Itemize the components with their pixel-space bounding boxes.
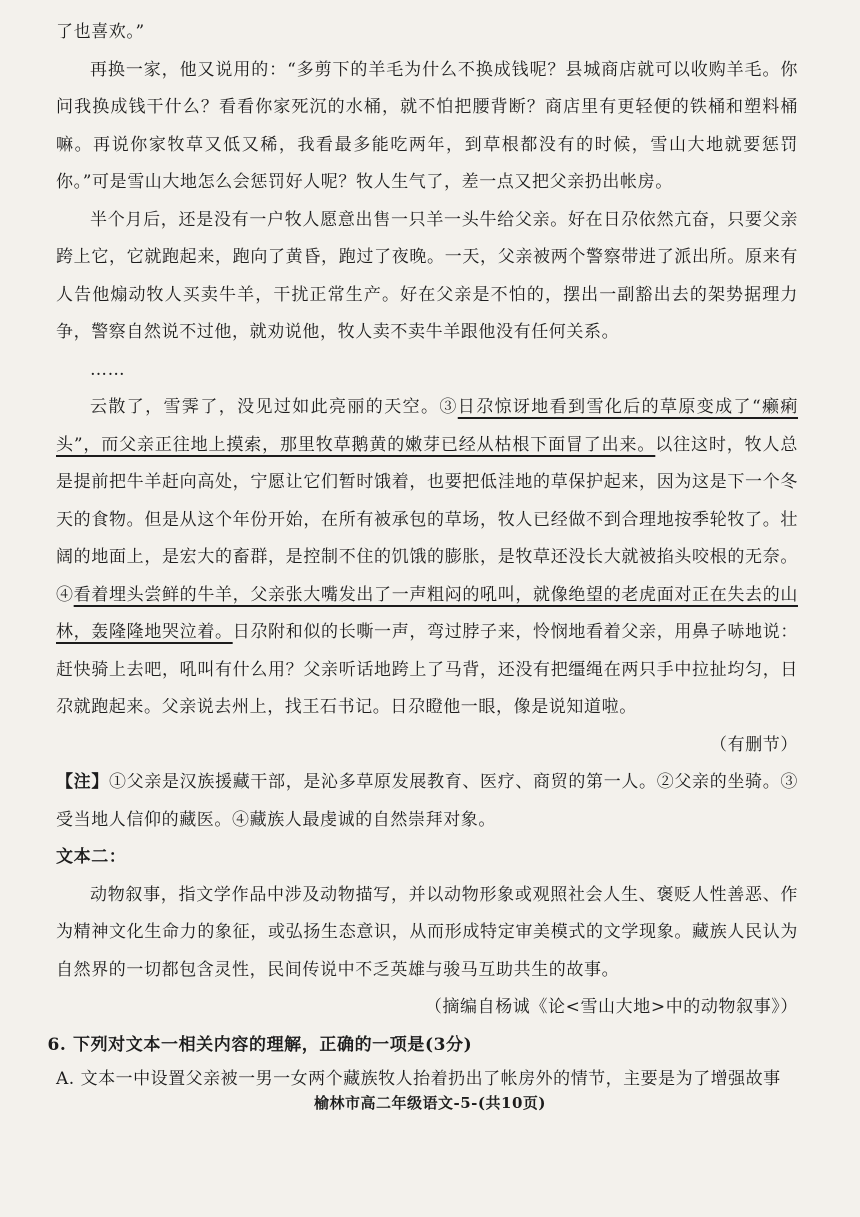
underlined-sentence-4: 看着埋头尝鲜的牛羊，父亲张大嘴发出了一声粗闷的吼叫，就像绝望的老虎面对正在失去的山林，轰隆隆地哭泣着。 [56,584,798,642]
paragraph-snow-clear [56,389,798,727]
option-a: A. 文本一中设置父亲被一男一女两个藏族牧人抬着扔出了帐房外的情节，主要是为了增强故事 [56,1069,781,1089]
paragraph-snow-clear-start: 云散了，雪霁了，没见过如此亮丽的天空。③ [90,397,458,417]
note-text: ①父亲是汉族援藏干部，是沁多草原发展教育、医疗、商贸的第一人。②父亲的坐骑。③受当地人信仰的藏医。④藏族人最虔诚的自然崇拜对象。 [56,772,798,830]
paragraph-continuation: 了也喜欢。” [56,22,145,42]
text-two-heading: 文本二： [56,847,127,867]
source-citation: （摘编自杨诚《论<雪山大地>中的动物叙事》） [424,997,798,1017]
passage-text-one [47,14,799,1094]
page-footer: 榆林市高二年级语文-5-(共10页) [314,1094,546,1112]
ellipsis: …… [90,359,126,380]
paragraph-snow-clear-end: 日尕附和似的长嘶一声，弯过脖子来，怜悯地看着父亲，用鼻子哧地说：赶快骑上去吧，吼叫有什么用？父亲听话地跨上了马背，还没有把缰绳在两只手中拉扯均匀，日尕就跑起来。父亲说去州上，找王石书记。日尕瞪他一眼，像是说知道啦。 [56,622,799,717]
paragraph-wool-exchange: 再换一家，他又说用的：“多剪下的羊毛为什么不换成钱呢？县城商店就可以收购羊毛。你问我换成钱干什么？看看你家死沉的水桶，就不怕把腰背断？商店里有更轻便的铁桶和塑料桶嘛。再说你家牧草又低又稀，我看最多能吃两年，到草根都没有的时候，雪山大地就要惩罚你。”可是雪山大地怎么会惩罚好人呢？牧人生气了，差一点又把父亲扔出帐房。 [56,59,798,192]
text-two-body: 动物叙事，指文学作品中涉及动物描写，并以动物形象或观照社会人生、褒贬人性善恶、作为精神文化生命力的象征，或弘扬生态意识，从而形成特定审美模式的文学现象。藏族人民认为自然界的一切都包含灵性，民间传说中不乏英雄与骏马互助共生的故事。 [56,884,798,980]
underlined-sentence-3: 日尕惊讶地看到雪化后的草原变成了“癞痢头”，而父亲正往地上摸索，那里牧草鹅黄的嫩芽已经从枯根下面冒了出来。 [56,397,799,455]
paragraph-snow-clear-middle: 以往这时，牧人总是提前把牛羊赶向高处，宁愿让它们暂时饿着，也要把低洼地的草保护起来，因为这是下一个冬天的食物。但是从这个年份开始，在所有被承包的草场，牧人已经做不到合理地按季轮牧了。壮阔的地面上，是宏大的畜群，是控制不住的饥饿的膨胀，是牧草还没长大就被掐头咬根的无奈。④ [56,434,798,605]
abridged-note: （有删节） [710,734,798,755]
note-label: 【注】 [56,772,110,792]
question-6: 6. 下列对文本一相关内容的理解，正确的一项是(3分) [47,1034,473,1055]
paragraph-half-month: 半个月后，还是没有一户牧人愿意出售一只羊一头牛给父亲。好在日尕依然亢奋，只要父亲跨上它，它就跑起来，跑向了黄昏，跑过了夜晚。一天，父亲被两个警察带进了派出所。原来有人告他煽动牧人买卖牛羊，干扰正常生产。好在父亲是不怕的，摆出一副豁出去的架势据理力争，警察自然说不过他，就劝说他，牧人卖不卖牛羊跟他没有任何关系。 [56,209,798,342]
annotation-notes [56,764,798,839]
